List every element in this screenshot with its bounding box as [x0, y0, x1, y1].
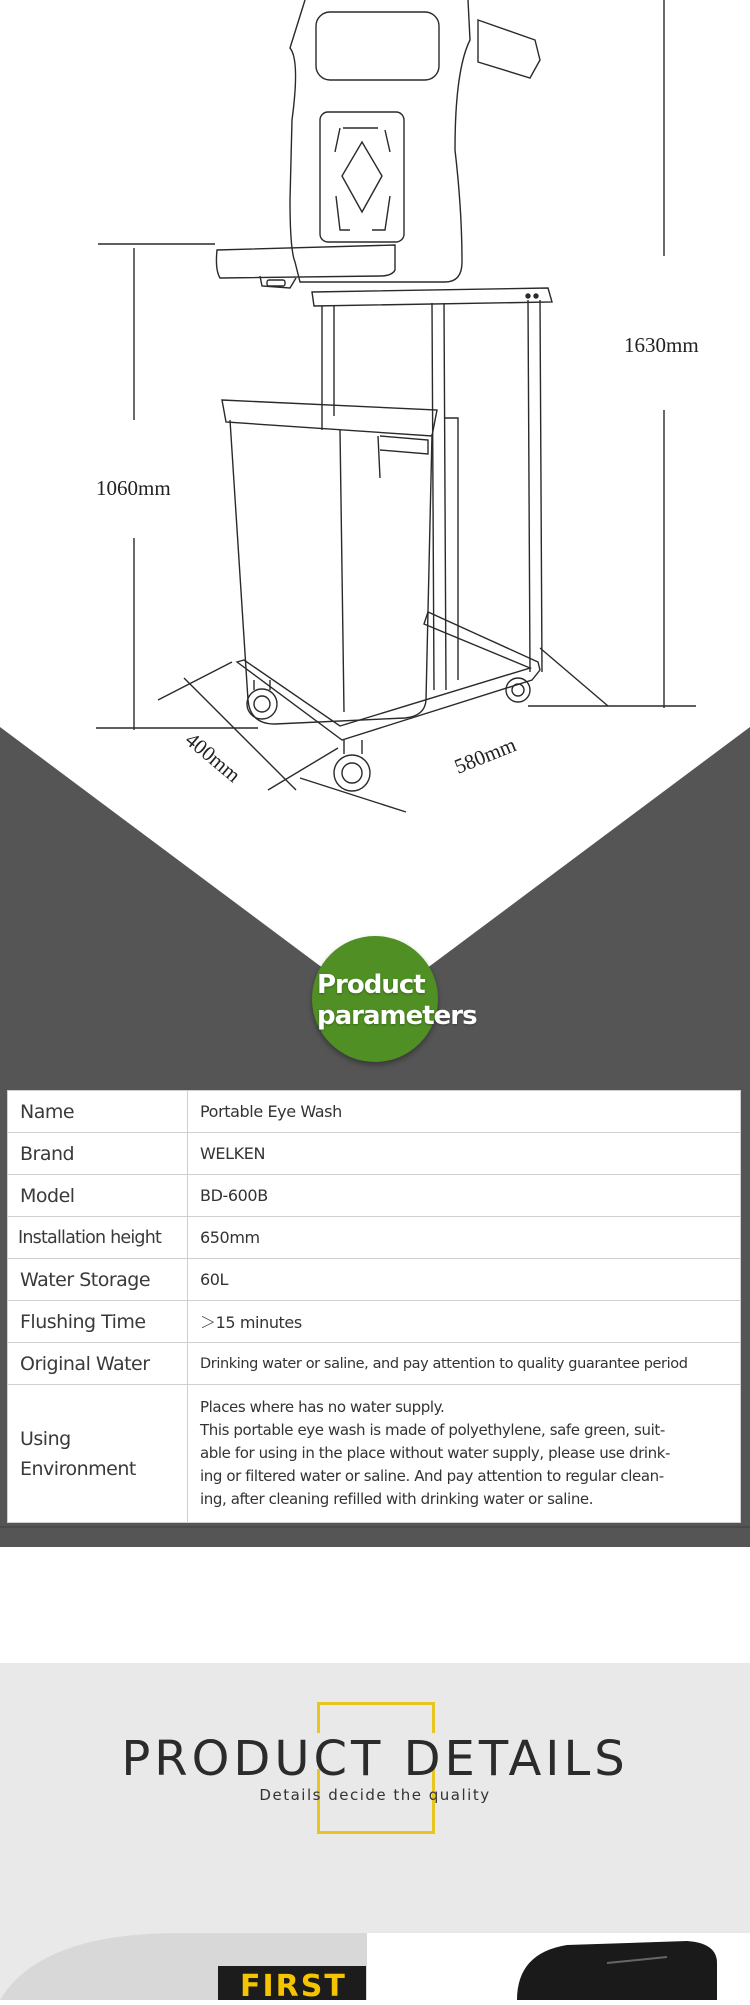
first-label: FIRST [240, 1969, 347, 2004]
param-value: ＞15 minutes [188, 1301, 741, 1343]
eyewash-tank [290, 0, 470, 282]
param-value [188, 1385, 741, 1523]
param-key: Model [8, 1175, 188, 1217]
param-key: Installation height [8, 1217, 188, 1259]
section-subtitle: Details decide the quality [259, 1786, 491, 1804]
dimension-width: 580mm [450, 732, 520, 779]
waste-bucket [222, 400, 437, 436]
param-key: Name [8, 1091, 188, 1133]
base-frame [237, 612, 540, 740]
env-text-line: Places where has no water supply. [200, 1398, 445, 1416]
param-value: 650mm [188, 1217, 741, 1259]
table-row [8, 1175, 741, 1217]
table-row [8, 1343, 741, 1385]
env-text-line: able for using in the place without water supply, please use drink- [200, 1444, 671, 1462]
param-value: WELKEN [188, 1133, 741, 1175]
param-value: Drinking water or saline, and pay attention to quality guarantee period [188, 1343, 741, 1385]
tank-window-right [478, 20, 540, 78]
param-key: Original Water [8, 1343, 188, 1385]
badge-line-2: parameters [317, 1001, 477, 1031]
param-key: Flushing Time [8, 1301, 188, 1343]
table-row [8, 1133, 741, 1175]
tank-panel [320, 112, 404, 242]
tank-window-left [316, 12, 439, 80]
env-text-line: ing or filtered water or saline. And pay attention to regular clean- [200, 1467, 664, 1485]
table-row [8, 1217, 741, 1259]
env-key-line-1: Using [20, 1427, 71, 1450]
env-text-line: ing, after cleaning refilled with drinking water or saline. [200, 1490, 594, 1508]
table-row [8, 1385, 741, 1523]
param-value: 60L [188, 1259, 741, 1301]
badge-line-1: Product [317, 970, 425, 1000]
param-key: Brand [8, 1133, 188, 1175]
env-text-line: This portable eye wash is made of polyethylene, safe green, suit- [200, 1421, 665, 1439]
table-row [8, 1301, 741, 1343]
dimension-height-total: 1630mm [624, 333, 699, 357]
diamond [342, 142, 382, 212]
table-row [8, 1091, 741, 1133]
section-title: PRODUCT DETAILS [121, 1731, 629, 1787]
tray [216, 245, 395, 278]
parameters-table [7, 1090, 741, 1523]
eyewash-photo-icon [367, 1933, 750, 2000]
param-key [8, 1385, 188, 1523]
wheel-back-right [506, 678, 530, 702]
env-key-line-2: Environment [20, 1457, 136, 1480]
param-value: BD-600B [188, 1175, 741, 1217]
dimension-depth: 400mm [180, 727, 246, 788]
param-value: Portable Eye Wash [188, 1091, 741, 1133]
product-parameters-badge [312, 936, 477, 1062]
dimension-height-tray: 1060mm [96, 476, 171, 500]
param-key: Water Storage [8, 1259, 188, 1301]
product-photo-panel [367, 1933, 750, 2000]
table-row [8, 1259, 741, 1301]
